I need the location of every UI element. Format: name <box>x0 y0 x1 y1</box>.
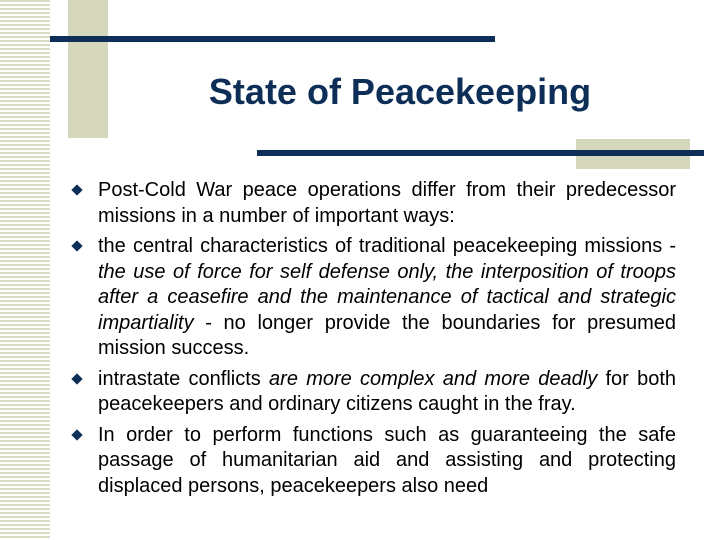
diamond-bullet-icon <box>71 240 82 251</box>
italic-text-segment: the use of force for self defense only, the interposition of troops after a ceasefire and the maintenance of tactical and strategic impartiality <box>98 260 676 334</box>
bullet-text <box>98 367 676 418</box>
bullet-item <box>70 234 676 362</box>
decorative-block-top <box>68 0 108 138</box>
bullet-item <box>70 367 676 418</box>
bullet-item <box>70 423 676 500</box>
decorative-stripes <box>0 0 50 540</box>
bullet-item <box>70 178 676 229</box>
italic-text-segment: are more complex and more deadly <box>269 367 598 390</box>
bullet-text <box>98 234 676 362</box>
text-segment: for both peacekeepers and ordinary citizens caught in the fray. <box>98 367 676 415</box>
diamond-bullet-icon <box>71 373 82 384</box>
slide-title: State of Peacekeeping <box>208 71 592 112</box>
title-rule-top <box>50 36 495 42</box>
text-segment: the central characteristics of traditional peacekeeping missions - <box>98 235 676 257</box>
bullet-text <box>98 423 676 500</box>
bullet-list <box>70 178 676 504</box>
text-segment: intrastate conflicts <box>98 367 270 390</box>
diamond-bullet-icon <box>71 429 82 440</box>
title-rule-bottom <box>257 150 704 156</box>
bullet-text <box>98 178 676 229</box>
text-segment: Post-Cold War peace operations differ from their predecessor missions in a number of important ways: <box>98 179 676 227</box>
diamond-bullet-icon <box>71 184 82 195</box>
text-segment: In order to perform functions such as guaranteeing the safe passage of humanitarian aid and assisting and protecting displaced persons, peacekeepers also need <box>98 423 676 497</box>
text-segment: - no longer provide the boundaries for presumed mission success. <box>98 311 676 359</box>
